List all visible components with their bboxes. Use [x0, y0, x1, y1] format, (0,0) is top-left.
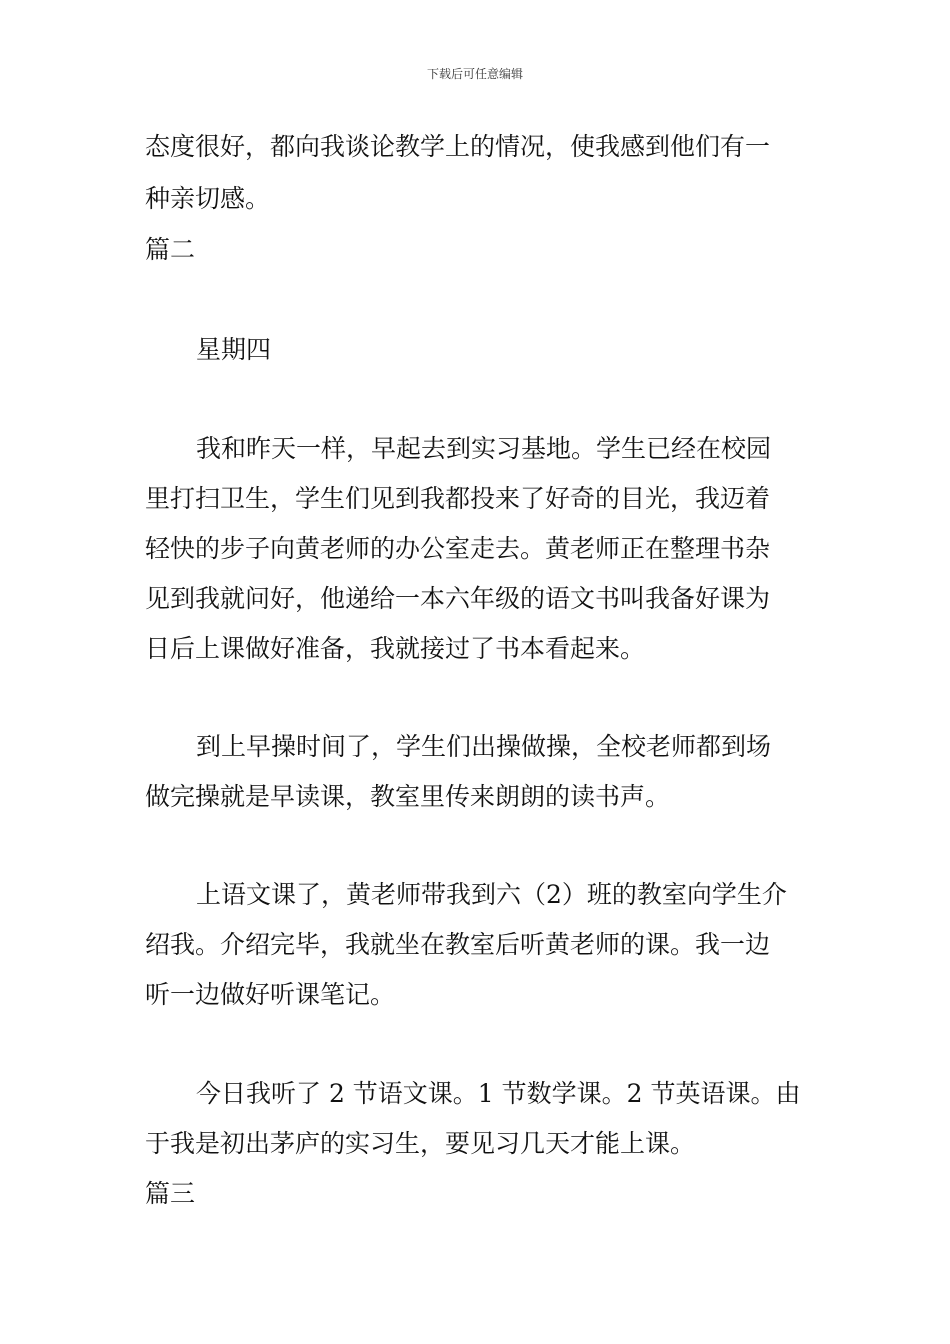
text-line: 上语文课了，黄老师带我到六（2）班的教室向学生介: [196, 880, 787, 909]
text-line: 做完操就是早读课，教室里传来朗朗的读书声。: [145, 782, 671, 811]
text-line: 今日我听了 2 节语文课。1 节数学课。2 节英语课。由: [196, 1079, 801, 1108]
page-header: 下载后可任意编辑: [426, 67, 523, 81]
text-line: 绍我。介绍完毕，我就坐在教室后听黄老师的课。我一边: [145, 930, 771, 959]
text-line: 我和昨天一样，早起去到实习基地。学生已经在校园: [196, 434, 772, 463]
text-line: 轻快的步子向黄老师的办公室走去。黄老师正在整理书杂: [145, 534, 771, 563]
text-line: 到上早操时间了，学生们出操做操，全校老师都到场: [196, 732, 772, 761]
text-line: 态度很好，都向我谈论教学上的情况，使我感到他们有一: [145, 132, 771, 161]
text-line: 听一边做好听课笔记。: [145, 980, 396, 1009]
text-line: 里打扫卫生，学生们见到我都投来了好奇的目光，我迈着: [145, 484, 771, 513]
text-line: 于我是初出茅庐的实习生，要见习几天才能上课。: [145, 1129, 696, 1158]
text-line: 见到我就问好，他递给一本六年级的语文书叫我备好课为: [145, 584, 771, 613]
section-heading: 篇二: [145, 235, 196, 264]
day-heading: 星期四: [196, 335, 272, 364]
text-line: 日后上课做好准备，我就接过了书本看起来。: [145, 634, 646, 663]
section-heading: 篇三: [145, 1179, 196, 1208]
text-line: 种亲切感。: [145, 184, 271, 213]
